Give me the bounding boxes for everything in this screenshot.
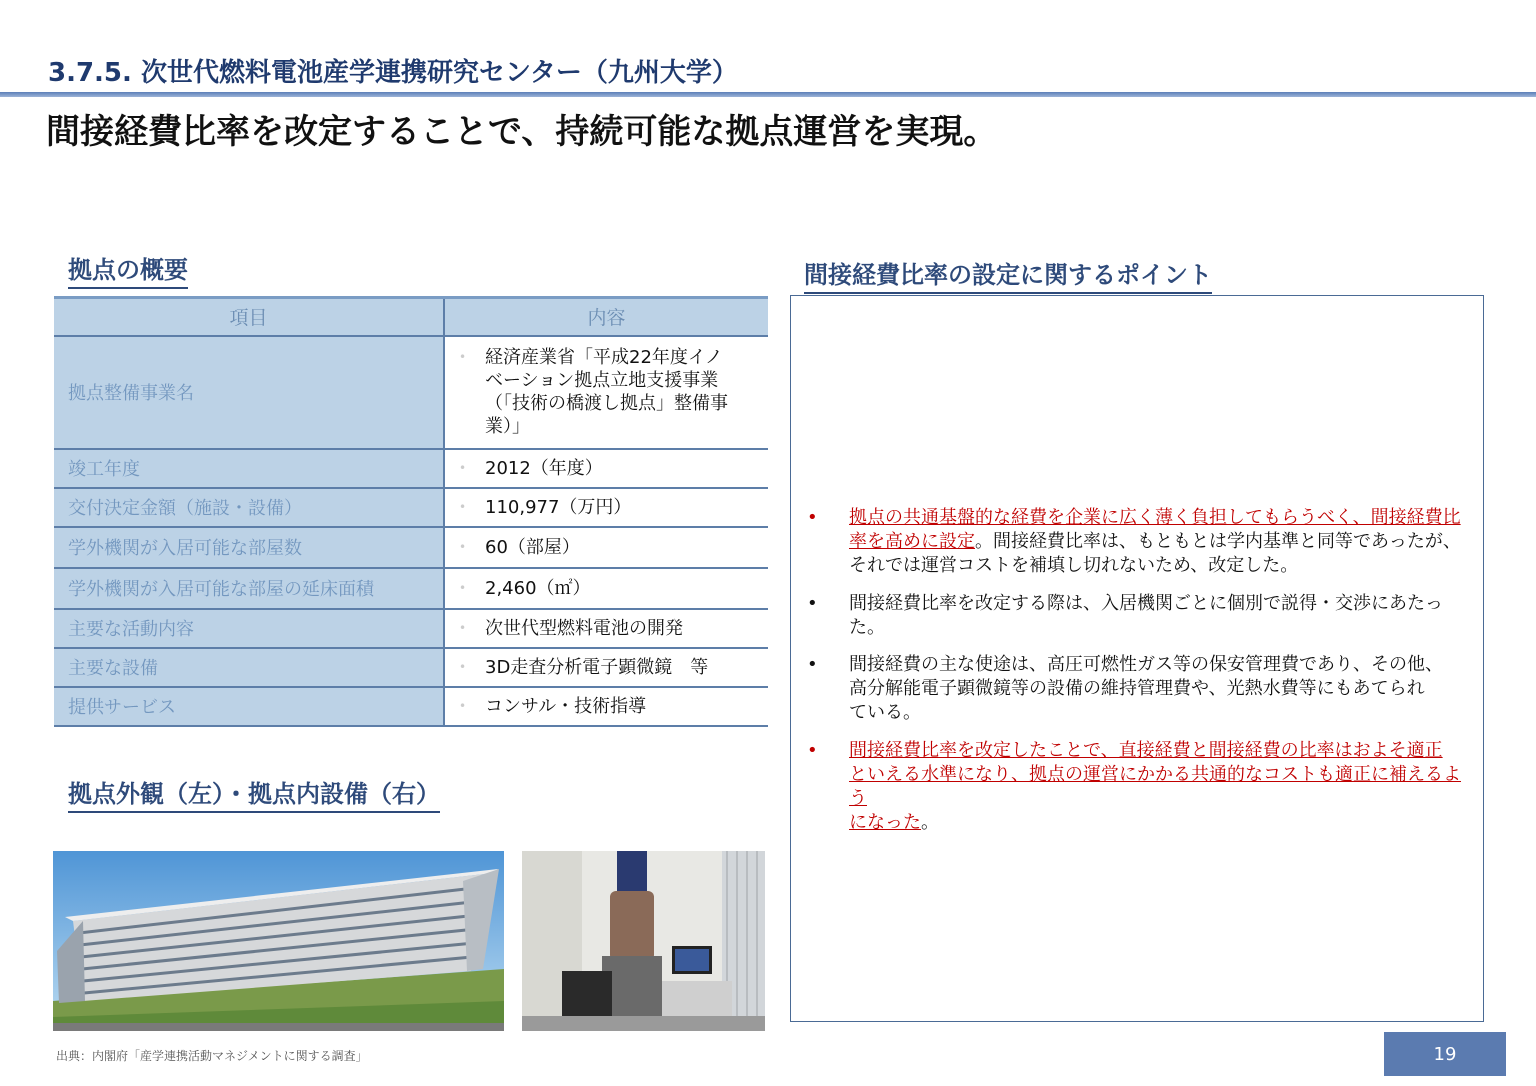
col-header-item: 項目 [54, 298, 444, 336]
table-header-row [54, 298, 768, 336]
table-row [54, 527, 768, 568]
points-heading: 間接経費比率の設定に関するポイント [804, 255, 1212, 294]
value-line: 次世代型燃料電池の開発 [485, 617, 683, 639]
row-value [444, 568, 768, 609]
point-line: といえる水準になり、拠点の運営にかかる共通的なコストも適正に補えるよう [849, 764, 1461, 809]
photos-heading: 拠点外観（左）・拠点内設備（右） [68, 774, 440, 813]
value-line: コンサル・技術指導 [485, 695, 647, 717]
row-key: 学外機関が入居可能な部屋数 [54, 527, 444, 568]
row-key: 交付決定金額（施設・設備） [54, 488, 444, 527]
overview-heading: 拠点の概要 [68, 250, 188, 289]
bullet: • [807, 740, 818, 761]
point-line: 間接経費比率を改定する際は、入居機関ごとに個別で説得・交渉にあたっ [849, 593, 1443, 614]
point-line: それでは運営コストを補填し切れないため、改定した。 [849, 555, 1299, 576]
point-item [805, 653, 1475, 725]
table-row [54, 336, 768, 449]
page-headline: 間接経費比率を改定することで、持続可能な拠点運営を実現。 [46, 112, 998, 152]
bullet-dot: • [459, 659, 467, 674]
point-line: 。 [921, 812, 939, 833]
point-line: 間接経費の主な使途は、高圧可燃性ガス等の保安管理費であり、その他、 [849, 654, 1443, 675]
point-item [805, 592, 1475, 640]
table-row [54, 449, 768, 488]
value-line: （「技術の橋渡し拠点」整備事 [485, 393, 728, 414]
table-row [54, 488, 768, 527]
bullet-dot: • [459, 499, 467, 514]
row-value [444, 449, 768, 488]
bullet-dot: • [459, 350, 467, 364]
page-number: 19 [1384, 1032, 1506, 1076]
value-line: 60（部屋） [485, 536, 580, 558]
point-line: 間接経費比率を改定したことで、直接経費と間接経費の比率はおよそ適正 [849, 740, 1443, 761]
bullet: • [807, 654, 818, 675]
row-key: 主要な活動内容 [54, 609, 444, 648]
row-key: 主要な設備 [54, 648, 444, 687]
point-line: 率を高めに設定 [849, 531, 975, 552]
section-title: 3.7.5. 次世代燃料電池産学連携研究センター（九州大学） [48, 58, 738, 88]
row-value [444, 488, 768, 527]
overview-table [54, 296, 768, 727]
table-row [54, 568, 768, 609]
point-line: 拠点の共通基盤的な経費を企業に広く薄く負担してもらうべく、間接経費比 [849, 507, 1461, 528]
point-line: た。 [849, 617, 885, 638]
col-header-content: 内容 [444, 298, 768, 336]
bullet: • [807, 593, 818, 614]
bullet: • [807, 507, 818, 528]
point-line: 。間接経費比率は、もともとは学内基準と同等であったが、 [975, 531, 1461, 552]
row-value [444, 609, 768, 648]
value-line: 2012（年度） [485, 457, 603, 479]
row-key: 拠点整備事業名 [54, 336, 444, 449]
value-line: 業）」 [485, 416, 530, 437]
value-line: 経済産業省「平成22年度イノ [485, 347, 723, 368]
source-citation: 出典：内閣府「産学連携活動マネジメントに関する調査」 [56, 1049, 368, 1063]
point-line: 高分解能電子顕微鏡等の設備の維持管理費や、光熱水費等にもあてられ [849, 678, 1425, 699]
bullet-dot: • [459, 460, 467, 475]
value-line: 2,460（㎡） [485, 577, 591, 599]
row-key: 提供サービス [54, 687, 444, 726]
table-row [54, 687, 768, 726]
header-rule [0, 92, 1536, 97]
bullet-dot: • [459, 698, 467, 713]
value-line: ベーション拠点立地支援事業 [485, 370, 719, 391]
value-line: 110,977（万円） [485, 496, 632, 518]
row-value [444, 527, 768, 568]
bullet-dot: • [459, 539, 467, 554]
points-box [790, 295, 1484, 1022]
bullet-dot: • [459, 580, 467, 595]
row-key: 学外機関が入居可能な部屋の延床面積 [54, 568, 444, 609]
row-key: 竣工年度 [54, 449, 444, 488]
table-row [54, 609, 768, 648]
row-value [444, 648, 768, 687]
building-exterior-photo [53, 851, 504, 1031]
electron-microscope-photo [522, 851, 765, 1031]
point-item [805, 739, 1475, 835]
row-value [444, 336, 768, 449]
point-item [805, 506, 1475, 578]
bullet-dot: • [459, 620, 467, 635]
table-row [54, 648, 768, 687]
value-line: 3D走査分析電子顕微鏡 等 [485, 656, 709, 678]
point-line: になった [849, 812, 921, 833]
point-line: ている。 [849, 702, 921, 723]
row-value [444, 687, 768, 726]
